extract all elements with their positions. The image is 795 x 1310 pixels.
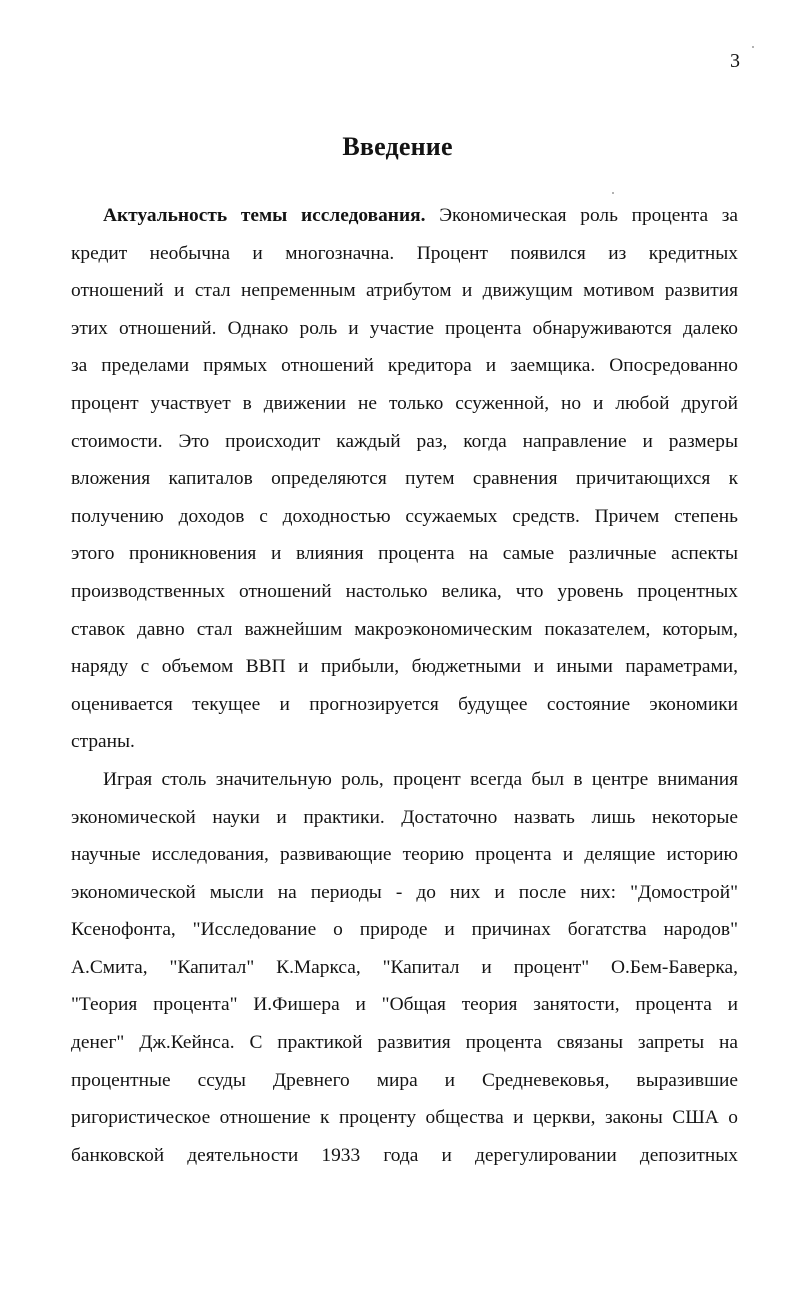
paragraph-line: получению доходов с доходностью ссужаемых средств. Причем степень xyxy=(71,505,738,527)
paragraph-line: "Теория процента" И.Фишера и "Общая теория занятости, процента и xyxy=(71,994,738,1016)
paragraph-line: кредит необычна и многозначна. Процент появился из кредитных xyxy=(71,242,738,264)
paragraph-line: страны. xyxy=(71,731,135,753)
paragraph-line: этого проникновения и влияния процента на самые различные аспекты xyxy=(71,543,738,565)
paragraph-line: за пределами прямых отношений кредитора и заемщика. Опосредованно xyxy=(71,355,738,377)
scan-speck xyxy=(752,46,754,48)
paragraph-line: процент участвует в движении не только ссуженной, но и любой другой xyxy=(71,392,738,414)
scan-speck xyxy=(612,192,614,194)
paragraph-line: Ксенофонта, "Исследование о природе и причинах богатства народов" xyxy=(71,919,738,941)
paragraph-line: ригористическое отношение к проценту общества и церкви, законы США о xyxy=(71,1107,738,1129)
paragraph-line: этих отношений. Однако роль и участие процента обнаруживаются далеко xyxy=(71,317,738,339)
paragraph-line: ставок давно стал важнейшим макроэкономическим показателем, которым, xyxy=(71,618,738,640)
paragraph-line: отношений и стал непременным атрибутом и движущим мотивом развития xyxy=(71,280,738,302)
paragraph-line: производственных отношений настолько велика, что уровень процентных xyxy=(71,580,738,602)
paragraph-line: банковской деятельности 1933 года и дерегулировании депозитных xyxy=(71,1144,738,1166)
paragraph-line: оценивается текущее и прогнозируется будущее состояние экономики xyxy=(71,693,738,715)
paragraph-line: процентные ссуды Древнего мира и Средневековья, выразившие xyxy=(71,1069,738,1091)
paragraph-line xyxy=(71,197,738,235)
paragraph-line: экономической науки и практики. Достаточно назвать лишь некоторые xyxy=(71,806,738,828)
paragraph-line: научные исследования, развивающие теорию процента и делящие историю xyxy=(71,844,738,866)
page-number: 3 xyxy=(730,50,740,72)
paragraph-line: А.Смита, "Капитал" К.Маркса, "Капитал и процент" О.Бем-Баверка, xyxy=(71,956,738,978)
paragraph-line: вложения капиталов определяются путем сравнения причитающихся к xyxy=(71,468,738,490)
section-lead: Актуальность темы исследования. xyxy=(103,205,426,226)
paragraph-line: экономической мысли на периоды - до них и после них: "Домострой" xyxy=(71,881,738,903)
paragraph-line: стоимости. Это происходит каждый раз, когда направление и размеры xyxy=(71,430,738,452)
body-text xyxy=(71,197,738,1174)
paragraph-line: денег" Дж.Кейнса. С практикой развития процента связаны запреты на xyxy=(71,1032,738,1054)
paragraph-line: Играя столь значительную роль, процент всегда был в центре внимания xyxy=(103,768,738,790)
paragraph-line: наряду с объемом ВВП и прибыли, бюджетными и иными параметрами, xyxy=(71,656,738,678)
paragraph-relevance xyxy=(71,197,738,761)
line-text: Экономическая роль процента за xyxy=(439,205,739,226)
page-title: Введение xyxy=(342,132,453,161)
paragraph-history xyxy=(71,761,738,1175)
